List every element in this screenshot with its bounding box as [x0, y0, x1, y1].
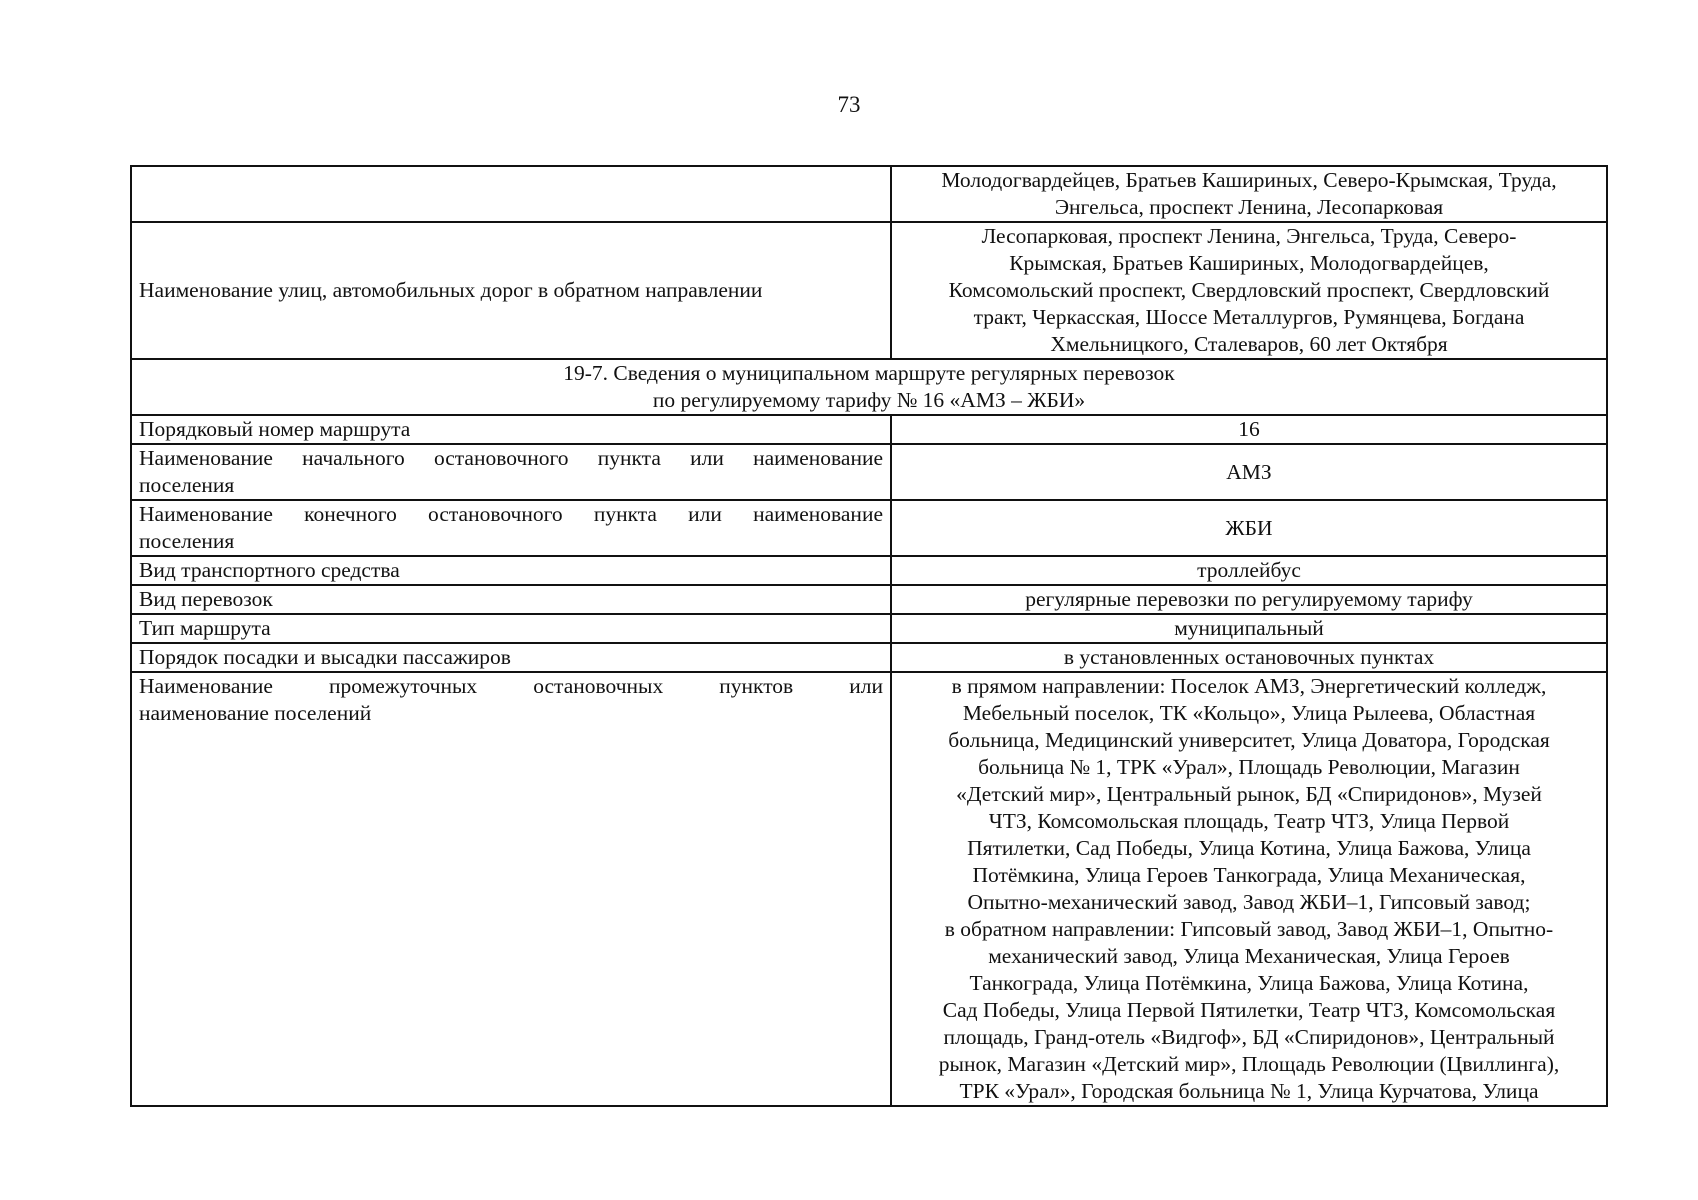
boarding-order-value: в установленных остановочных пунктах — [891, 643, 1607, 672]
label-line: Наименование промежуточных остановочных пунктов или — [139, 674, 883, 698]
label-line: поселения — [139, 529, 235, 553]
table-row — [131, 415, 1607, 444]
end-stop-value: ЖБИ — [891, 500, 1607, 556]
text-line: больница № 1, ТРК «Урал», Площадь Революции, Магазин — [978, 755, 1520, 779]
route-info-table — [130, 165, 1608, 1107]
table-row — [131, 614, 1607, 643]
row-label-empty — [131, 166, 891, 222]
text-line: Хмельницкого, Сталеваров, 60 лет Октября — [1050, 332, 1448, 356]
table-row — [131, 444, 1607, 500]
table-row — [131, 585, 1607, 614]
text-line: Лесопарковая, проспект Ленина, Энгельса, Труда, Северо- — [981, 224, 1517, 248]
text-line: Опытно-механический завод, Завод ЖБИ–1, Гипсовый завод; — [967, 890, 1531, 914]
text-line: площадь, Гранд-отель «Видгоф», БД «Спиридонов», Центральный — [943, 1025, 1555, 1049]
text-line: тракт, Черкасская, Шоссе Металлургов, Румянцева, Богдана — [973, 305, 1525, 329]
text-line: механический завод, Улица Механическая, Улица Героев — [988, 944, 1510, 968]
route-type-value: муниципальный — [891, 614, 1607, 643]
table-row — [131, 672, 1607, 1106]
text-line: ТРК «Урал», Городская больница № 1, Улица Курчатова, Улица — [959, 1079, 1539, 1103]
route-type-label: Тип маршрута — [131, 614, 891, 643]
vehicle-type-label: Вид транспортного средства — [131, 556, 891, 585]
transport-kind-label: Вид перевозок — [131, 585, 891, 614]
label-line: Наименование начального остановочного пункта или наименование — [139, 446, 883, 470]
label-line: Наименование конечного остановочного пункта или наименование — [139, 502, 883, 526]
vehicle-type-value: троллейбус — [891, 556, 1607, 585]
start-stop-value: АМЗ — [891, 444, 1607, 500]
boarding-order-label: Порядок посадки и высадки пассажиров — [131, 643, 891, 672]
label-line: наименование поселений — [139, 701, 372, 725]
reverse-streets-label: Наименование улиц, автомобильных дорог в обратном направлении — [131, 222, 891, 359]
table-row — [131, 556, 1607, 585]
table-row — [131, 166, 1607, 222]
table-row — [131, 222, 1607, 359]
text-line: «Детский мир», Центральный рынок, БД «Спиридонов», Музей — [956, 782, 1542, 806]
intermediate-stops-label — [131, 672, 891, 1106]
text-line: Энгельса, проспект Ленина, Лесопарковая — [1054, 195, 1444, 219]
text-line: Потёмкина, Улица Героев Танкограда, Улица Механическая, — [972, 863, 1526, 887]
label-line: поселения — [139, 473, 235, 497]
end-stop-label — [131, 500, 891, 556]
start-stop-label — [131, 444, 891, 500]
text-line: Мебельный поселок, ТК «Кольцо», Улица Рылеева, Областная — [962, 701, 1536, 725]
section-heading-line: 19-7. Сведения о муниципальном маршруте регулярных перевозок — [563, 361, 1175, 385]
transport-kind-value: регулярные перевозки по регулируемому тарифу — [891, 585, 1607, 614]
text-line: больница, Медицинский университет, Улица Доватора, Городская — [948, 728, 1550, 752]
text-line: Танкограда, Улица Потёмкина, Улица Бажова, Улица Котина, — [969, 971, 1529, 995]
text-line: Сад Победы, Улица Первой Пятилетки, Театр ЧТЗ, Комсомольская — [942, 998, 1556, 1022]
table-row — [131, 359, 1607, 415]
section-heading — [131, 359, 1607, 415]
route-number-value: 16 — [891, 415, 1607, 444]
intermediate-stops-value — [891, 672, 1607, 1106]
text-line: в прямом направлении: Поселок АМЗ, Энергетический колледж, — [951, 674, 1547, 698]
table-row — [131, 643, 1607, 672]
text-line: ЧТЗ, Комсомольская площадь, Театр ЧТЗ, Улица Первой — [988, 809, 1510, 833]
text-line: Крымская, Братьев Кашириных, Молодогвардейцев, — [1009, 251, 1489, 275]
text-line: рынок, Магазин «Детский мир», Площадь Революции (Цвиллинга), — [938, 1052, 1560, 1076]
text-line: Молодогвардейцев, Братьев Кашириных, Северо-Крымская, Труда, — [941, 168, 1557, 192]
table-row — [131, 500, 1607, 556]
text-line: Пятилетки, Сад Победы, Улица Котина, Улица Бажова, Улица — [967, 836, 1531, 860]
forward-streets-continuation — [891, 166, 1607, 222]
route-number-label: Порядковый номер маршрута — [131, 415, 891, 444]
text-line: Комсомольский проспект, Свердловский проспект, Свердловский — [948, 278, 1550, 302]
page-number: 73 — [837, 92, 861, 117]
section-heading-line: по регулируемому тарифу № 16 «АМЗ – ЖБИ» — [652, 388, 1086, 412]
text-line: в обратном направлении: Гипсовый завод, Завод ЖБИ–1, Опытно- — [944, 917, 1554, 941]
reverse-streets-value — [891, 222, 1607, 359]
